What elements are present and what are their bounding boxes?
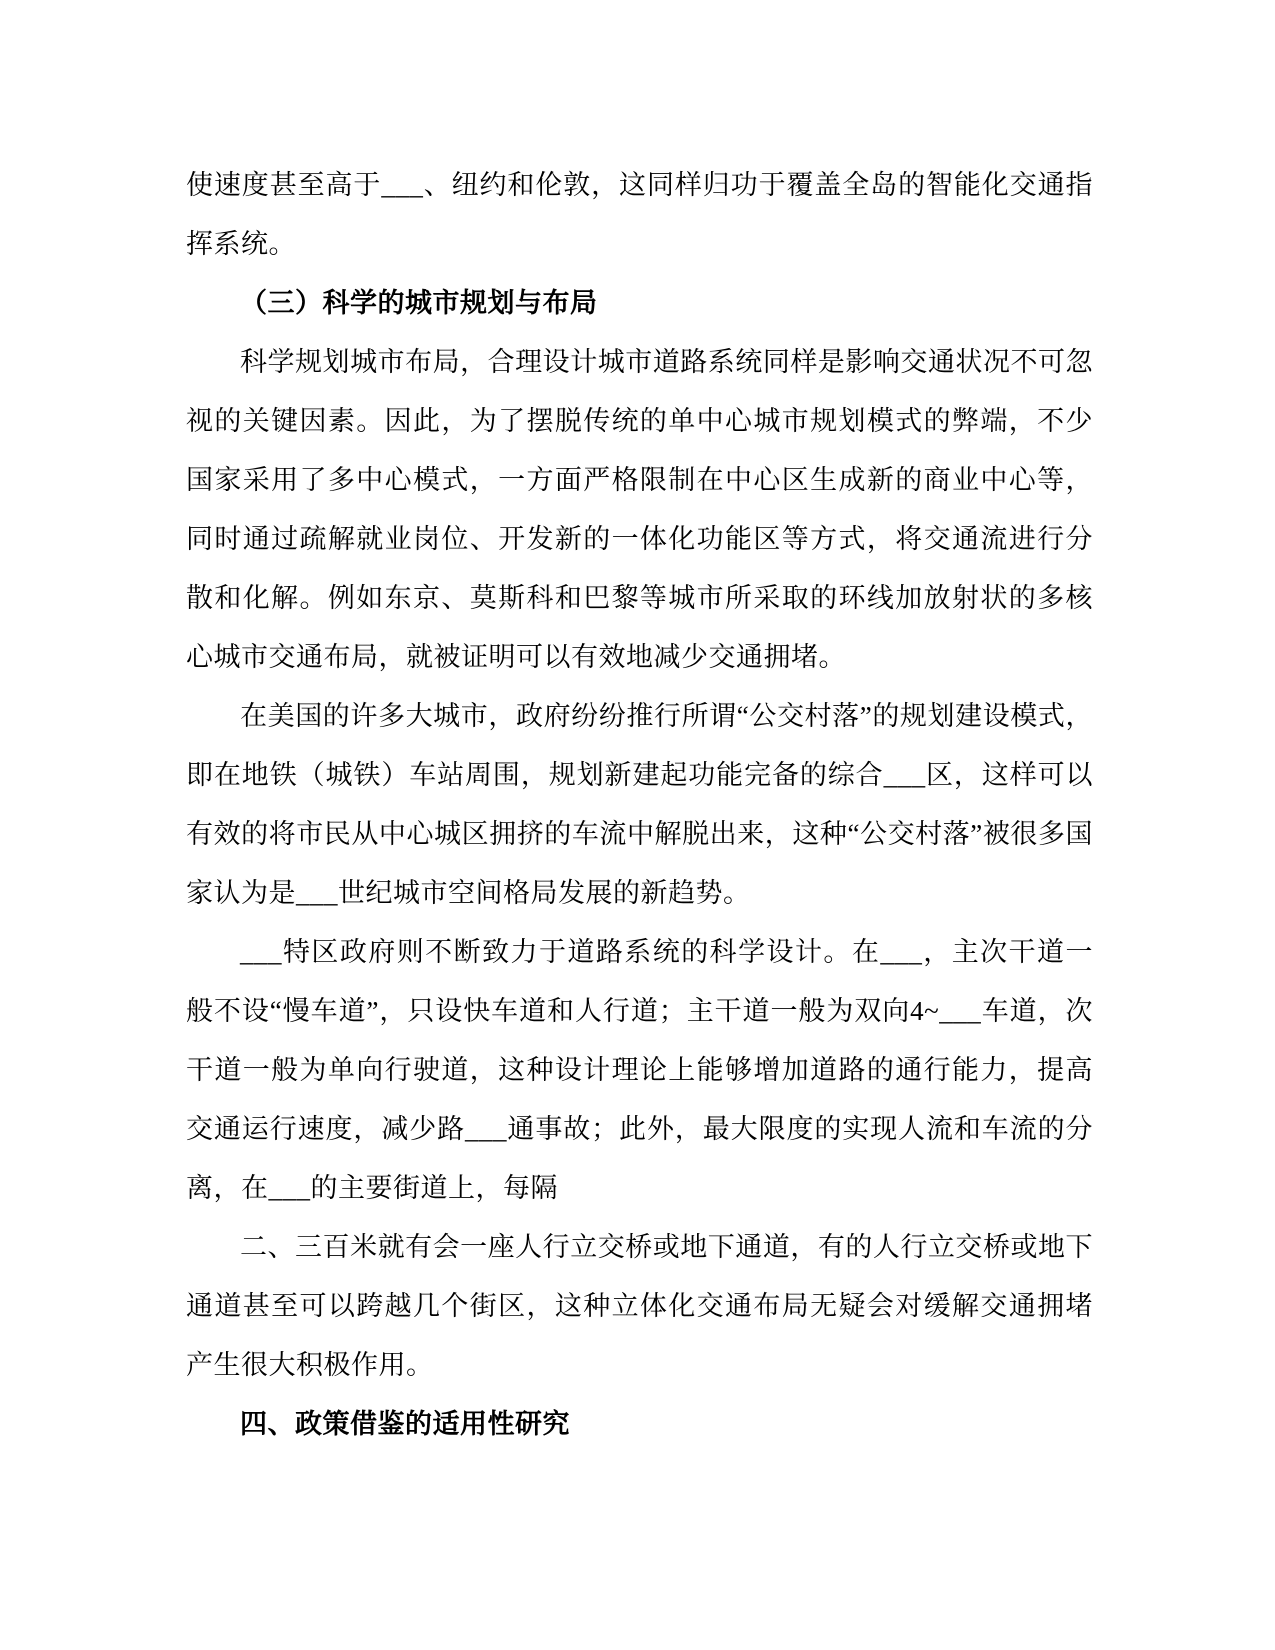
section-heading-3: （三）科学的城市规划与布局 [240, 288, 598, 318]
paragraph-continuation: 使速度甚至高于___、纽约和伦敦，这同样归功于覆盖全岛的智能化交通指挥系统。 [186, 170, 1093, 259]
paragraph-pedestrian-bridges: 二、三百米就有会一座人行立交桥或地下通道，有的人行立交桥或地下通道甚至可以跨越几个街区，这种立体化交通布局无疑会对缓解交通拥堵产生很大积极作用。 [186, 1232, 1093, 1380]
paragraph-transit-village: 在美国的许多大城市，政府纷纷推行所谓“公交村落”的规划建设模式，即在地铁（城铁）车站周围，规划新建起功能完备的综合___区，这样可以有效的将市民从中心城区拥挤的车流中解脱出来，这种“公交村落”被很多国家认为是___世纪城市空间格局发展的新趋势。 [186, 701, 1093, 908]
section-heading-4: 四、政策借鉴的适用性研究 [240, 1409, 570, 1439]
paragraph-road-design: ___特区政府则不断致力于道路系统的科学设计。在___，主次干道一般不设“慢车道”，只设快车道和人行道；主干道一般为双向4~___车道，次干道一般为单向行驶道，这种设计理论上能够增加道路的通行能力，提高交通运行速度，减少路___通事故；此外，最大限度的实现人流和车流的分离，在___的主要街道上，每隔 [186, 937, 1093, 1203]
paragraph-urban-planning: 科学规划城市布局，合理设计城市道路系统同样是影响交通状况不可忽视的关键因素。因此，为了摆脱传统的单中心城市规划模式的弊端，不少国家采用了多中心模式，一方面严格限制在中心区生成新的商业中心等，同时通过疏解就业岗位、开发新的一体化功能区等方式，将交通流进行分散和化解。例如东京、莫斯科和巴黎等城市所采取的环线加放射状的多核心城市交通布局，就被证明可以有效地减少交通拥堵。 [186, 347, 1093, 672]
